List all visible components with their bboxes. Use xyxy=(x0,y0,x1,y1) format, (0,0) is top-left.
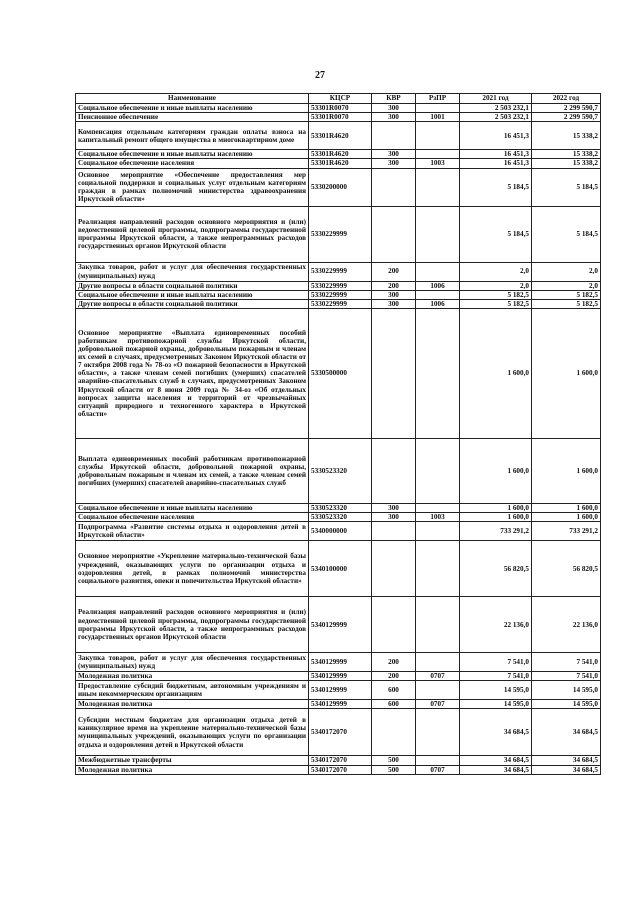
row-rzpr-cell xyxy=(416,122,460,150)
table-row xyxy=(76,206,601,262)
row-2022-cell: 7 541,0 xyxy=(532,653,601,672)
row-name-cell: Другие вопросы в области социальной политики xyxy=(76,299,309,308)
row-kvr-cell: 300 xyxy=(372,513,416,522)
row-kcsr-cell: 53301R4620 xyxy=(309,159,372,168)
row-2022-cell: 15 338,2 xyxy=(532,159,601,168)
row-2022-cell: 34 684,5 xyxy=(532,765,601,774)
row-rzpr-cell xyxy=(416,756,460,765)
row-kvr-cell: 300 xyxy=(372,290,416,299)
row-kvr-cell xyxy=(372,438,416,503)
column-header-2021: 2021 год xyxy=(460,94,532,104)
table-row xyxy=(76,503,601,512)
row-2021-cell: 5 184,5 xyxy=(460,168,532,206)
budget-table xyxy=(75,93,601,775)
row-rzpr-cell: 0707 xyxy=(416,700,460,709)
row-rzpr-cell: 1003 xyxy=(416,159,460,168)
row-2022-cell: 56 820,5 xyxy=(532,541,601,597)
row-kvr-cell xyxy=(372,206,416,262)
row-rzpr-cell xyxy=(416,104,460,113)
row-name-cell: Межбюджетные трансферты xyxy=(76,756,309,765)
row-2021-cell: 14 595,0 xyxy=(460,681,532,700)
row-name-cell: Закупка товаров, работ и услуг для обеспечения государственных (муниципальных) нужд xyxy=(76,653,309,672)
row-kvr-cell: 300 xyxy=(372,159,416,168)
row-2022-cell: 2 299 590,7 xyxy=(532,104,601,113)
table-row xyxy=(76,653,601,672)
row-rzpr-cell xyxy=(416,206,460,262)
row-name-cell: Социальное обеспечение и иные выплаты населению xyxy=(76,150,309,159)
row-rzpr-cell xyxy=(416,438,460,503)
row-kvr-cell: 600 xyxy=(372,700,416,709)
row-2021-cell: 1 600,0 xyxy=(460,438,532,503)
table-row xyxy=(76,756,601,765)
row-2022-cell: 22 136,0 xyxy=(532,597,601,653)
table-row xyxy=(76,438,601,503)
row-kvr-cell: 500 xyxy=(372,756,416,765)
row-name-cell: Выплата единовременных пособий работникам противопожарной службы Иркутской области, добровольной пожарной охраны, добровольным пожарным и членам их семей, а также членам семей погибших (умерших) спасателей аварийно-спасательных служб xyxy=(76,438,309,503)
row-name-cell: Молодежная политика xyxy=(76,765,309,774)
row-name-cell: Реализация направлений расходов основного мероприятия и (или) ведомственной целевой программы, подпрограммы государственной программы Иркутской области, а также непрограммных расходов государственных органов Иркутской области xyxy=(76,206,309,262)
row-name-cell: Социальное обеспечение населения xyxy=(76,159,309,168)
row-kcsr-cell: 5330229999 xyxy=(309,299,372,308)
row-2022-cell: 1 600,0 xyxy=(532,513,601,522)
row-2021-cell: 34 684,5 xyxy=(460,756,532,765)
row-kcsr-cell: 5330229999 xyxy=(309,290,372,299)
table-row xyxy=(76,513,601,522)
row-rzpr-cell xyxy=(416,597,460,653)
row-name-cell: Субсидии местным бюджетам для организации отдыха детей в каникулярное время на укрепление материально-технической базы муниципальных учреждений, оказывающих услуги по организации отдыха и оздоровления детей в Иркутской области xyxy=(76,709,309,756)
row-name-cell: Молодежная политика xyxy=(76,700,309,709)
row-rzpr-cell: 1006 xyxy=(416,299,460,308)
row-2021-cell: 5 184,5 xyxy=(460,206,532,262)
row-kvr-cell: 300 xyxy=(372,503,416,512)
row-kvr-cell: 300 xyxy=(372,113,416,122)
row-kcsr-cell: 5340100000 xyxy=(309,541,372,597)
table-row xyxy=(76,522,601,541)
row-kcsr-cell: 53301R4620 xyxy=(309,150,372,159)
row-kvr-cell xyxy=(372,308,416,438)
page-number: 27 xyxy=(315,70,325,81)
row-2022-cell: 14 595,0 xyxy=(532,700,601,709)
row-2022-cell: 5 182,5 xyxy=(532,299,601,308)
row-kcsr-cell: 53301R0070 xyxy=(309,113,372,122)
table-row xyxy=(76,681,601,700)
table-row xyxy=(76,168,601,206)
row-rzpr-cell xyxy=(416,541,460,597)
table-row xyxy=(76,122,601,150)
table-row xyxy=(76,262,601,281)
row-2021-cell: 16 451,3 xyxy=(460,159,532,168)
row-kcsr-cell: 5340172070 xyxy=(309,756,372,765)
row-name-cell: Основное мероприятие «Укрепление материально-технической базы учреждений, оказывающих услуги по организации отдыха и оздоровления детей, в рамках полномочий министерства социального развития, опеки и попечительства Иркутской области» xyxy=(76,541,309,597)
table-row xyxy=(76,308,601,438)
row-2021-cell: 5 182,5 xyxy=(460,299,532,308)
row-2021-cell: 1 600,0 xyxy=(460,503,532,512)
row-2022-cell: 7 541,0 xyxy=(532,672,601,681)
row-rzpr-cell: 0707 xyxy=(416,672,460,681)
row-kcsr-cell: 5340000000 xyxy=(309,522,372,541)
row-kcsr-cell: 5330523320 xyxy=(309,503,372,512)
row-kcsr-cell: 5330523320 xyxy=(309,513,372,522)
column-header-kvr: КВР xyxy=(372,94,416,104)
table-row xyxy=(76,281,601,290)
row-kvr-cell: 200 xyxy=(372,262,416,281)
row-2022-cell: 2,0 xyxy=(532,281,601,290)
row-2021-cell: 56 820,5 xyxy=(460,541,532,597)
row-kcsr-cell: 5330229999 xyxy=(309,281,372,290)
table-row xyxy=(76,700,601,709)
row-name-cell: Социальное обеспечение и иные выплаты населению xyxy=(76,104,309,113)
row-2022-cell: 5 184,5 xyxy=(532,206,601,262)
row-2021-cell: 7 541,0 xyxy=(460,653,532,672)
row-2021-cell: 16 451,3 xyxy=(460,150,532,159)
row-2021-cell: 2,0 xyxy=(460,262,532,281)
row-2021-cell: 733 291,2 xyxy=(460,522,532,541)
row-2021-cell: 34 684,5 xyxy=(460,709,532,756)
row-2021-cell: 2 503 232,1 xyxy=(460,113,532,122)
table-row xyxy=(76,299,601,308)
row-kcsr-cell: 5340129999 xyxy=(309,597,372,653)
row-rzpr-cell xyxy=(416,290,460,299)
row-rzpr-cell xyxy=(416,653,460,672)
row-kvr-cell xyxy=(372,122,416,150)
row-2022-cell: 2 299 590,7 xyxy=(532,113,601,122)
row-rzpr-cell xyxy=(416,503,460,512)
row-name-cell: Социальное обеспечение населения xyxy=(76,513,309,522)
row-2021-cell: 7 541,0 xyxy=(460,672,532,681)
row-kvr-cell: 600 xyxy=(372,681,416,700)
row-kcsr-cell: 5340129999 xyxy=(309,672,372,681)
row-name-cell: Подпрограмма «Развитие системы отдыха и оздоровления детей в Иркутской области» xyxy=(76,522,309,541)
row-name-cell: Закупка товаров, работ и услуг для обеспечения государственных (муниципальных) нужд xyxy=(76,262,309,281)
row-2022-cell: 15 338,2 xyxy=(532,150,601,159)
row-2022-cell: 1 600,0 xyxy=(532,503,601,512)
row-name-cell: Молодежная политика xyxy=(76,672,309,681)
row-rzpr-cell: 0707 xyxy=(416,765,460,774)
row-kcsr-cell: 5330229999 xyxy=(309,206,372,262)
row-kcsr-cell: 5340129999 xyxy=(309,681,372,700)
row-rzpr-cell: 1001 xyxy=(416,113,460,122)
row-name-cell: Социальное обеспечение и иные выплаты населению xyxy=(76,290,309,299)
row-name-cell: Социальное обеспечение и иные выплаты населению xyxy=(76,503,309,512)
table-row xyxy=(76,765,601,774)
row-name-cell: Другие вопросы в области социальной политики xyxy=(76,281,309,290)
row-kvr-cell: 500 xyxy=(372,765,416,774)
row-kvr-cell xyxy=(372,522,416,541)
row-rzpr-cell xyxy=(416,262,460,281)
column-header-rzpr: РзПР xyxy=(416,94,460,104)
row-kvr-cell: 200 xyxy=(372,281,416,290)
row-kvr-cell: 200 xyxy=(372,672,416,681)
row-kvr-cell: 200 xyxy=(372,653,416,672)
row-name-cell: Реализация направлений расходов основного мероприятия и (или) ведомственной целевой программы, подпрограммы государственной программы Иркутской области, а также непрограммных расходов государственных органов Иркутской области xyxy=(76,597,309,653)
row-2022-cell: 14 595,0 xyxy=(532,681,601,700)
row-2021-cell: 5 182,5 xyxy=(460,290,532,299)
table-row xyxy=(76,709,601,756)
row-name-cell: Пенсионное обеспечение xyxy=(76,113,309,122)
row-kcsr-cell: 5330200000 xyxy=(309,168,372,206)
row-2022-cell: 2,0 xyxy=(532,262,601,281)
table-row xyxy=(76,104,601,113)
row-name-cell: Компенсация отдельным категориям граждан оплаты взноса на капитальный ремонт общего имущества в многоквартирном доме xyxy=(76,122,309,150)
row-name-cell: Основное мероприятие «Обеспечение предоставления мер социальной поддержки и социальных услуг отдельным категориям граждан в рамках полномочий министерства здравоохранения Иркутской области» xyxy=(76,168,309,206)
column-header-name: Наименование xyxy=(76,94,309,104)
row-name-cell: Основное мероприятие «Выплата единовременных пособий работникам противопожарной службы Иркутской области, добровольной пожарной охраны, добровольным пожарным и членам их семей в случаях, предусмотренных Законом Иркутской области от 7 октября 2008 года № 78-оз «О пожарной безопасности в Иркутской области», а также членам семей погибших (умерших) спасателей аварийно-спасательных служб в случаях, предусмотренных Законом Иркутской области от 8 июня 2009 года № 34-оз «Об отдельных вопросах защиты населения и территорий от чрезвычайных ситуаций природного и техногенного характера в Иркутской области» xyxy=(76,308,309,438)
row-2021-cell: 2 503 232,1 xyxy=(460,104,532,113)
row-2021-cell: 1 600,0 xyxy=(460,308,532,438)
row-2022-cell: 15 338,2 xyxy=(532,122,601,150)
row-kvr-cell: 300 xyxy=(372,150,416,159)
row-2022-cell: 34 684,5 xyxy=(532,709,601,756)
row-2021-cell: 1 600,0 xyxy=(460,513,532,522)
table-row xyxy=(76,597,601,653)
row-kcsr-cell: 5340172070 xyxy=(309,765,372,774)
table-row xyxy=(76,672,601,681)
row-rzpr-cell xyxy=(416,308,460,438)
table-row xyxy=(76,290,601,299)
row-kvr-cell xyxy=(372,541,416,597)
row-kvr-cell: 300 xyxy=(372,104,416,113)
row-kcsr-cell: 5330523320 xyxy=(309,438,372,503)
row-kcsr-cell: 53301R0070 xyxy=(309,104,372,113)
row-2022-cell: 1 600,0 xyxy=(532,308,601,438)
row-name-cell: Предоставление субсидий бюджетным, автономным учреждениям и иным некоммерческим организациям xyxy=(76,681,309,700)
row-2022-cell: 34 684,5 xyxy=(532,756,601,765)
table-row xyxy=(76,541,601,597)
table-row xyxy=(76,113,601,122)
table-row xyxy=(76,159,601,168)
row-2021-cell: 22 136,0 xyxy=(460,597,532,653)
row-rzpr-cell xyxy=(416,168,460,206)
row-rzpr-cell xyxy=(416,150,460,159)
row-2021-cell: 34 684,5 xyxy=(460,765,532,774)
row-kcsr-cell: 5340172070 xyxy=(309,709,372,756)
row-2022-cell: 1 600,0 xyxy=(532,438,601,503)
row-rzpr-cell xyxy=(416,681,460,700)
column-header-2022: 2022 год xyxy=(532,94,601,104)
row-2021-cell: 14 595,0 xyxy=(460,700,532,709)
row-kvr-cell xyxy=(372,709,416,756)
row-rzpr-cell xyxy=(416,522,460,541)
table-row xyxy=(76,150,601,159)
table-body xyxy=(76,104,601,775)
row-kvr-cell: 300 xyxy=(372,299,416,308)
row-kcsr-cell: 5330500000 xyxy=(309,308,372,438)
row-2021-cell: 16 451,3 xyxy=(460,122,532,150)
row-kcsr-cell: 5340129999 xyxy=(309,700,372,709)
row-kcsr-cell: 53301R4620 xyxy=(309,122,372,150)
row-2022-cell: 733 291,2 xyxy=(532,522,601,541)
row-kcsr-cell: 5340129999 xyxy=(309,653,372,672)
row-rzpr-cell: 1006 xyxy=(416,281,460,290)
row-rzpr-cell xyxy=(416,709,460,756)
row-kvr-cell xyxy=(372,597,416,653)
column-header-kcsr: КЦСР xyxy=(309,94,372,104)
table-header-row xyxy=(76,94,601,104)
row-2021-cell: 2,0 xyxy=(460,281,532,290)
row-kcsr-cell: 5330229999 xyxy=(309,262,372,281)
row-rzpr-cell: 1003 xyxy=(416,513,460,522)
row-2022-cell: 5 182,5 xyxy=(532,290,601,299)
row-2022-cell: 5 184,5 xyxy=(532,168,601,206)
row-kvr-cell xyxy=(372,168,416,206)
